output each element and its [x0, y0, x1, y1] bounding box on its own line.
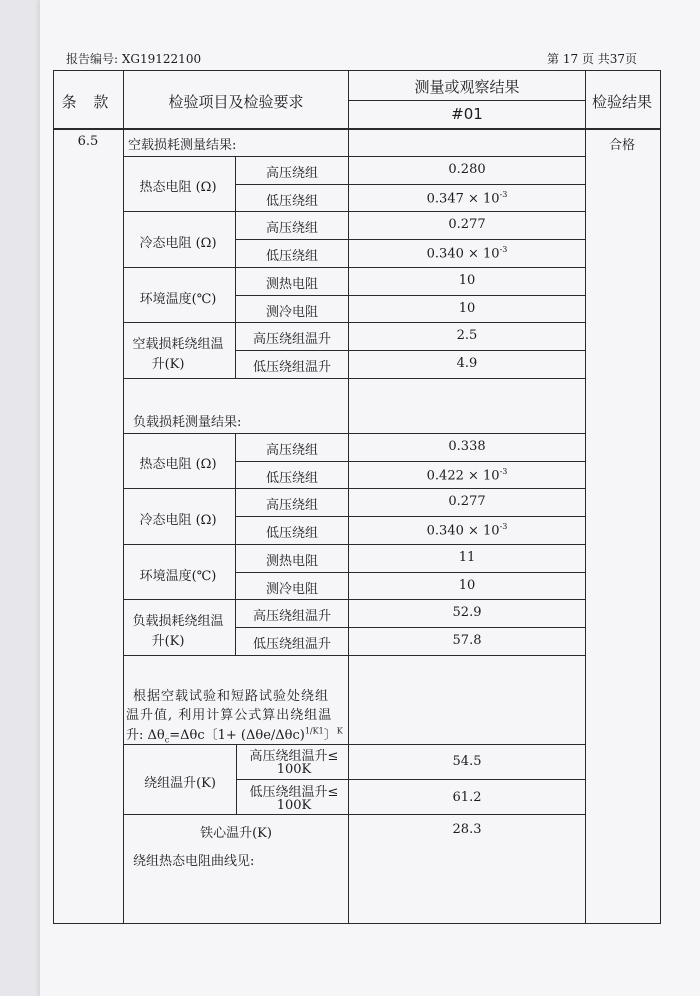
load-hot-lv-label: 低压绕组	[265, 471, 319, 486]
load-ambient-hot-label: 测热电阻	[265, 554, 319, 569]
winding-rise-lv-label-2: 100K	[276, 798, 312, 813]
noload-cold-hv-label: 高压绕组	[265, 221, 319, 236]
noload-cold-lv-label: 低压绕组	[265, 249, 319, 264]
load-ambient-cold-value: 10	[458, 578, 476, 593]
noload-hot-resistance-label: 热态电阻 (Ω)	[139, 180, 217, 195]
curve-note: 绕组热态电阻曲线见:	[133, 854, 255, 869]
report-number: XG19122100	[121, 52, 202, 66]
load-cold-hv-label: 高压绕组	[265, 498, 319, 513]
clause-number: 6.5	[77, 134, 99, 149]
winding-rise-hv-label-1: 高压绕组温升≤	[249, 749, 339, 764]
winding-rise-lv-label-1: 低压绕组温升≤	[249, 785, 339, 800]
noload-rise-lv-value: 4.9	[456, 356, 478, 371]
result-header: 测量或观察结果	[414, 78, 520, 96]
load-rise-lv-label: 低压绕组温升	[252, 637, 332, 652]
noload-cold-lv-value: $0.340 \times 10^{-3}$	[426, 245, 508, 262]
load-hot-resistance-label: 热态电阻 (Ω)	[139, 457, 217, 472]
noload-rise-label-1: 空载损耗绕组温	[132, 337, 224, 352]
calc-formula: 升: $\Delta\theta_c=\Delta\theta c$〔$1+ (\Delta\theta e/\Delta\theta c)^{1/K1}$〕$^K$	[126, 726, 343, 745]
page-info: 第 17 页 共37页	[547, 52, 637, 66]
calc-line-1: 根据空载试验和短路试验处绕组	[133, 689, 330, 704]
noload-rise-lv-label: 低压绕组温升	[252, 360, 332, 375]
load-title: 负载损耗测量结果:	[133, 415, 242, 430]
core-rise-label: 铁心温升(K)	[200, 826, 272, 841]
noload-cold-hv-value: 0.277	[448, 217, 486, 232]
item-header: 检验项目及检验要求	[168, 93, 304, 111]
load-hot-lv-value: $0.422 \times 10^{-3}$	[426, 467, 508, 484]
noload-hot-lv-label: 低压绕组	[265, 194, 319, 209]
load-ambient-label: 环境温度(℃)	[139, 569, 217, 584]
load-rise-hv-value: 52.9	[452, 605, 482, 620]
noload-hot-lv-value: $0.347 \times 10^{-3}$	[426, 190, 508, 207]
noload-title: 空载损耗测量结果:	[128, 138, 237, 153]
noload-ambient-cold-value: 10	[458, 301, 476, 316]
noload-ambient-hot-value: 10	[458, 273, 476, 288]
load-hot-hv-label: 高压绕组	[265, 443, 319, 458]
winding-rise-lv-value: 61.2	[452, 790, 482, 805]
winding-rise-hv-value: 54.5	[452, 754, 482, 769]
noload-rise-hv-label: 高压绕组温升	[252, 332, 332, 347]
noload-rise-hv-value: 2.5	[456, 328, 478, 343]
load-ambient-cold-label: 测冷电阻	[265, 582, 319, 597]
calc-line-2: 温升值, 利用计算公式算出绕组温	[126, 708, 333, 723]
clause-header: 条 款	[61, 93, 115, 111]
load-rise-hv-label: 高压绕组温升	[252, 609, 332, 624]
verdict-header: 检验结果	[591, 93, 653, 111]
noload-ambient-cold-label: 测冷电阻	[265, 305, 319, 320]
load-rise-label-2: 升(K)	[151, 634, 185, 649]
verdict-value: 合格	[608, 138, 636, 153]
report-number-label: 报告编号: XG19122100	[66, 52, 202, 66]
winding-rise-label: 绕组温升(K)	[144, 776, 216, 791]
load-rise-lv-value: 57.8	[452, 633, 482, 648]
noload-hot-hv-value: 0.280	[448, 162, 486, 177]
core-rise-value: 28.3	[452, 822, 482, 837]
sample-header: #01	[451, 105, 483, 123]
noload-rise-label-2: 升(K)	[151, 357, 185, 372]
load-cold-hv-value: 0.277	[448, 494, 486, 509]
load-cold-lv-label: 低压绕组	[265, 526, 319, 541]
noload-ambient-hot-label: 测热电阻	[265, 277, 319, 292]
noload-ambient-label: 环境温度(℃)	[139, 292, 217, 307]
load-ambient-hot-value: 11	[458, 550, 476, 565]
winding-rise-hv-label-2: 100K	[276, 762, 312, 777]
noload-cold-resistance-label: 冷态电阻 (Ω)	[139, 236, 217, 251]
load-rise-label-1: 负载损耗绕组温	[132, 614, 224, 629]
load-hot-hv-value: 0.338	[448, 439, 486, 454]
load-cold-resistance-label: 冷态电阻 (Ω)	[139, 513, 217, 528]
load-cold-lv-value: $0.340 \times 10^{-3}$	[426, 522, 508, 539]
noload-hot-hv-label: 高压绕组	[265, 166, 319, 181]
